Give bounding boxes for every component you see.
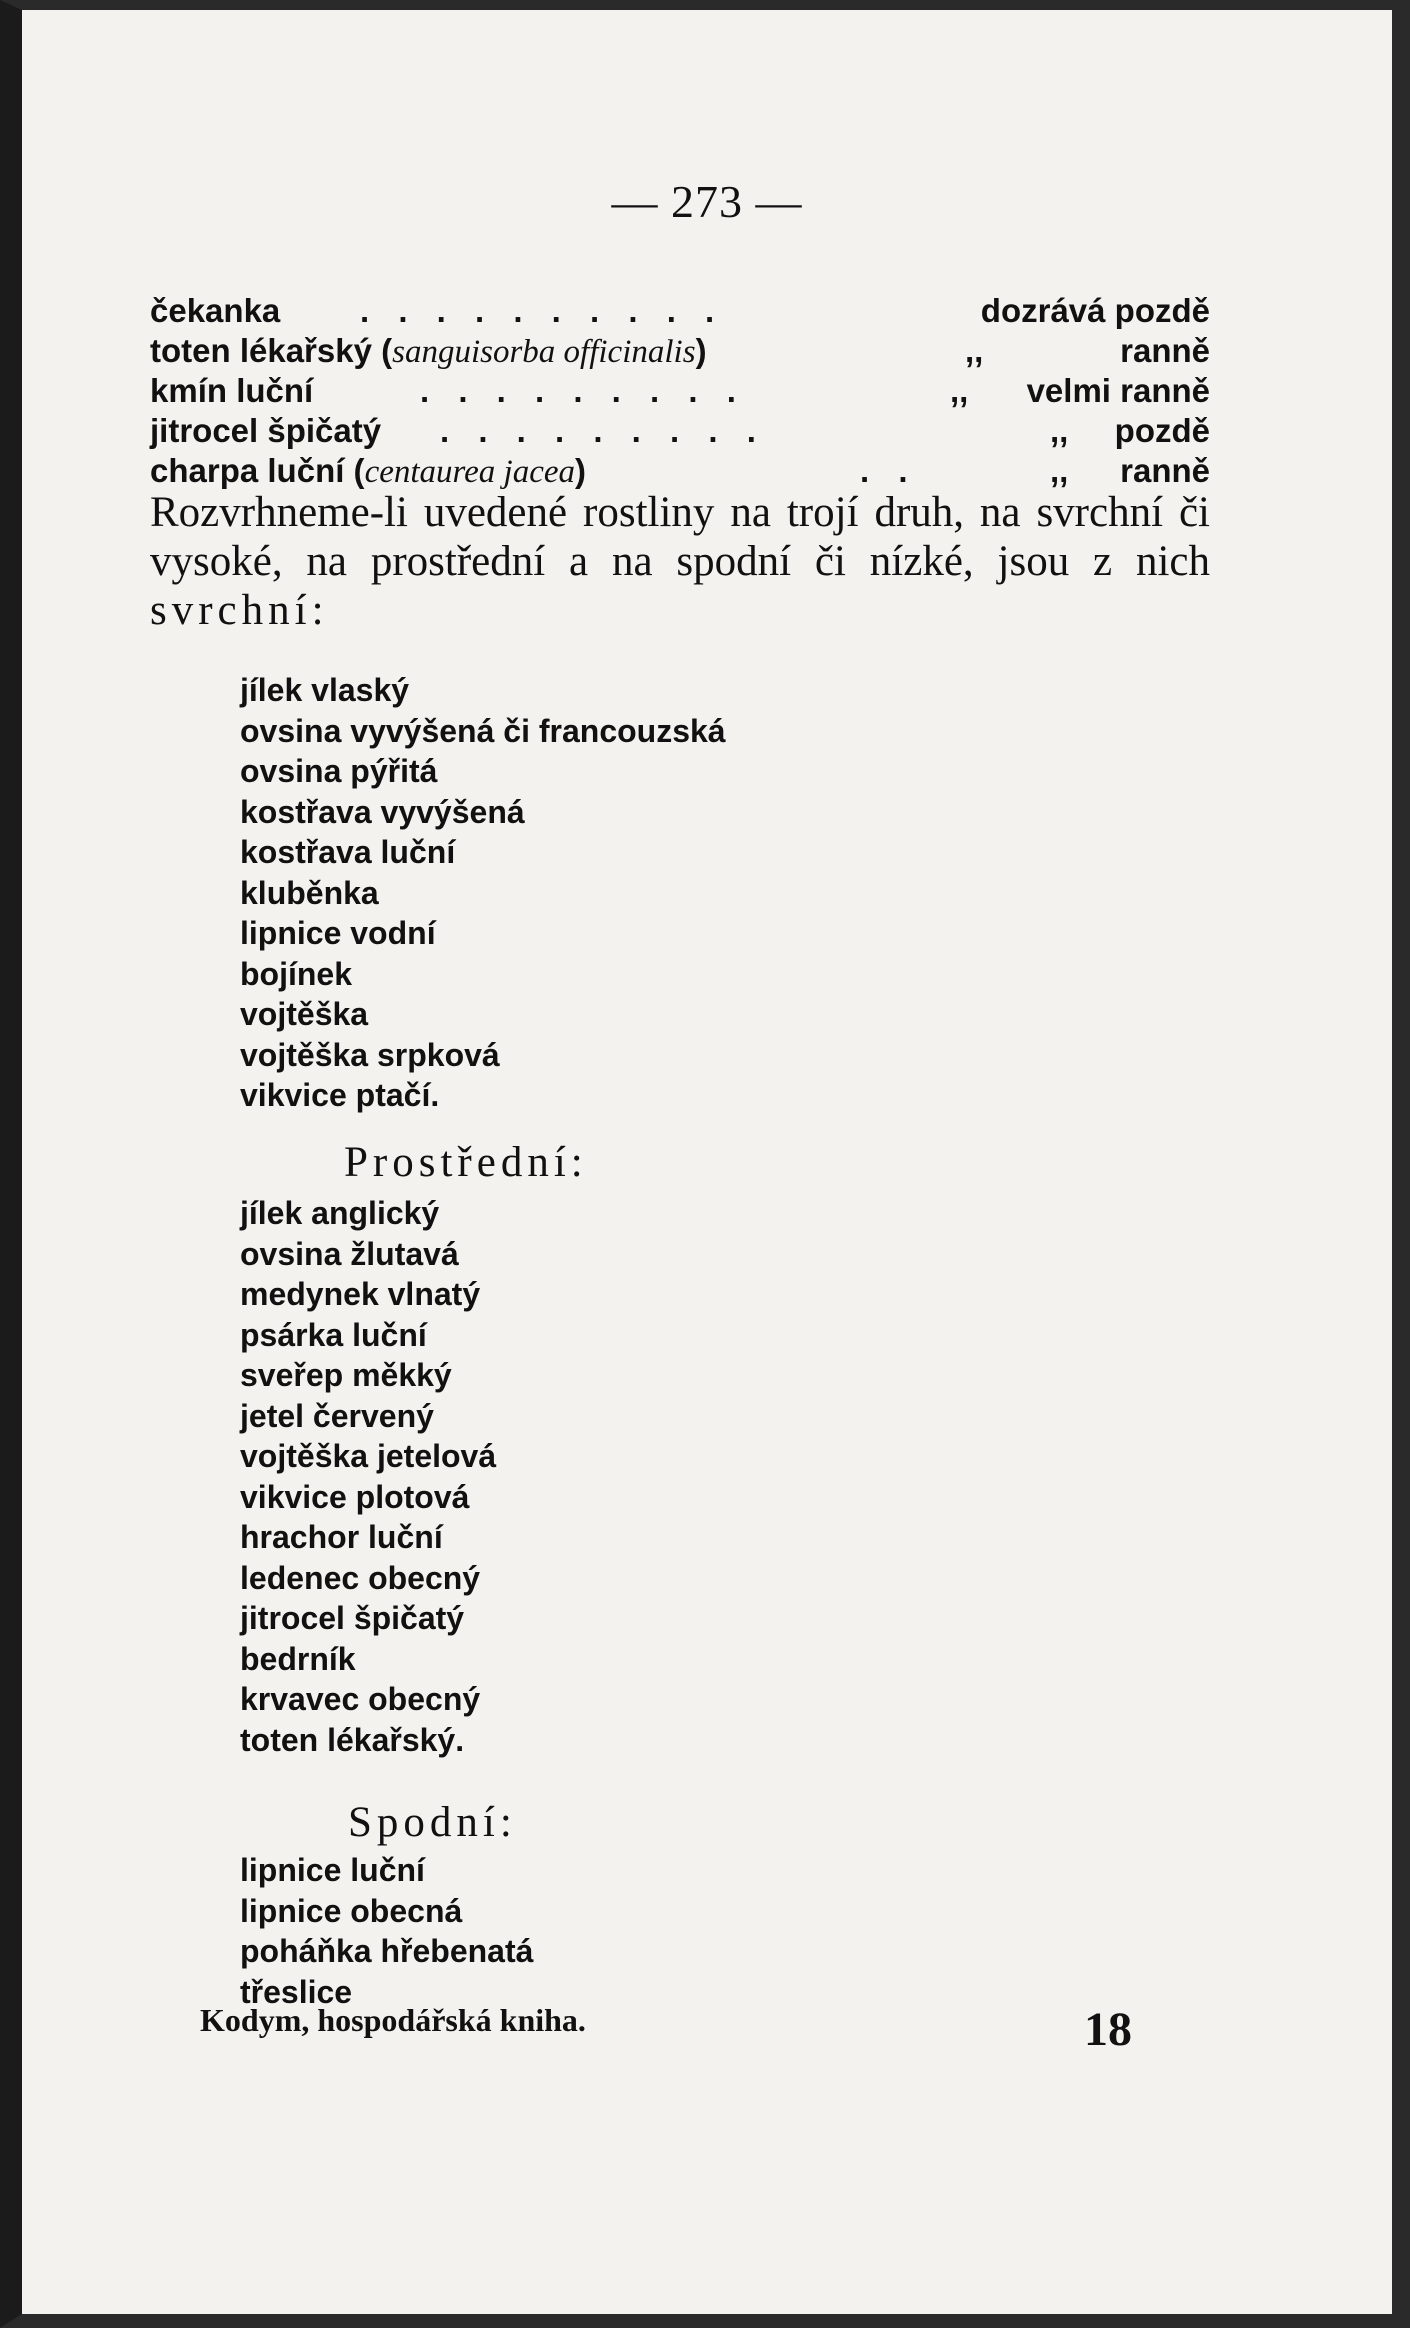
list-item: poháňka hřebenatá <box>240 1933 534 1969</box>
list-item: kostřava luční <box>240 834 456 870</box>
lower-plants-list <box>240 1850 533 2012</box>
lower-heading: Spodní: <box>348 1799 517 1846</box>
list-item: lipnice vodní <box>240 915 436 951</box>
list-item: ovsina pýřitá <box>240 753 438 789</box>
list-item: kluběnka <box>240 874 379 911</box>
list-item: hrachor luční <box>240 1519 443 1555</box>
page-number: — 273 — <box>611 176 803 227</box>
latin-name: sanguisorba officinalis <box>392 334 696 370</box>
book-title: Kodym, hospodářská kniha. <box>200 2002 586 2038</box>
middle-heading: Prostřední: <box>344 1139 588 1186</box>
table-row <box>150 412 1210 448</box>
ripening-time: velmi ranně <box>1026 372 1210 409</box>
dot-leader: . . <box>860 452 918 489</box>
ripening-time: dozrává pozdě <box>980 292 1210 329</box>
ripening-time: ranně <box>1120 452 1210 489</box>
upper-plants-list <box>240 670 726 1116</box>
ditto-mark: ,, <box>965 332 984 369</box>
ditto-mark: ,, <box>1050 412 1069 449</box>
list-item: vojtěška srpková <box>240 1036 500 1073</box>
list-item: krvavec obecný <box>240 1681 481 1717</box>
list-item: bojínek <box>240 955 353 992</box>
plant-name: jitrocel špičatý <box>150 412 382 449</box>
list-item: psárka luční <box>240 1316 427 1353</box>
table-row <box>150 292 1210 328</box>
intro-text: Rozvrhneme-li uvedené rostliny na trojí druh, na svrchní či vysoké, na prostřední a na spodní či nízké, jsou z nich <box>150 489 1210 585</box>
list-item: medynek vlnatý <box>240 1276 481 1312</box>
ditto-mark: ,, <box>950 372 969 409</box>
plant-name: toten lékařský ( <box>150 332 393 369</box>
middle-plants-list <box>240 1193 496 1760</box>
ditto-mark: ,, <box>1050 452 1069 489</box>
page-footer <box>200 2002 1132 2058</box>
list-item: třeslice <box>240 1973 353 2010</box>
plant-name: kmín luční <box>150 372 314 409</box>
ripening-time: ranně <box>1120 332 1210 369</box>
signature-mark: 18 <box>1084 2003 1132 2056</box>
plant-name: čekanka <box>150 292 281 329</box>
list-item: sveřep měkký <box>240 1357 452 1393</box>
table-row <box>150 372 1210 408</box>
list-item: lipnice luční <box>240 1852 425 1888</box>
table-row <box>150 332 1210 368</box>
list-item: ovsina vyvýšená či francouzská <box>240 712 726 749</box>
dot-leader: . . . . . . . . . . <box>360 292 725 329</box>
closing-paren: ) <box>695 332 707 369</box>
list-item: jitrocel špičatý <box>240 1600 465 1636</box>
intro-paragraph <box>150 488 1210 635</box>
list-item: kostřava vyvýšená <box>240 793 525 830</box>
dot-leader: . . . . . . . . . <box>440 412 766 449</box>
list-item: vojtěška <box>240 996 369 1032</box>
table-row <box>150 452 1210 488</box>
list-item: jílek vlaský <box>240 672 410 708</box>
latin-name: centaurea jacea <box>364 454 576 490</box>
list-item: ovsina žlutavá <box>240 1235 459 1272</box>
plant-name: charpa luční ( <box>150 452 365 489</box>
list-item: vikvice ptačí. <box>240 1077 440 1113</box>
list-item: jílek anglický <box>240 1195 440 1231</box>
list-item: toten lékařský. <box>240 1721 465 1758</box>
list-item: jetel červený <box>240 1397 434 1434</box>
closing-paren: ) <box>575 452 587 489</box>
list-item: lipnice obecná <box>240 1892 463 1929</box>
list-item: bedrník <box>240 1640 356 1677</box>
list-item: vikvice plotová <box>240 1478 470 1515</box>
list-item: vojtěška jetelová <box>240 1438 497 1474</box>
ripening-time: pozdě <box>1114 412 1210 449</box>
dot-leader: . . . . . . . . . <box>420 372 746 409</box>
list-item: ledenec obecný <box>240 1559 481 1596</box>
upper-heading: svrchní: <box>150 587 329 634</box>
